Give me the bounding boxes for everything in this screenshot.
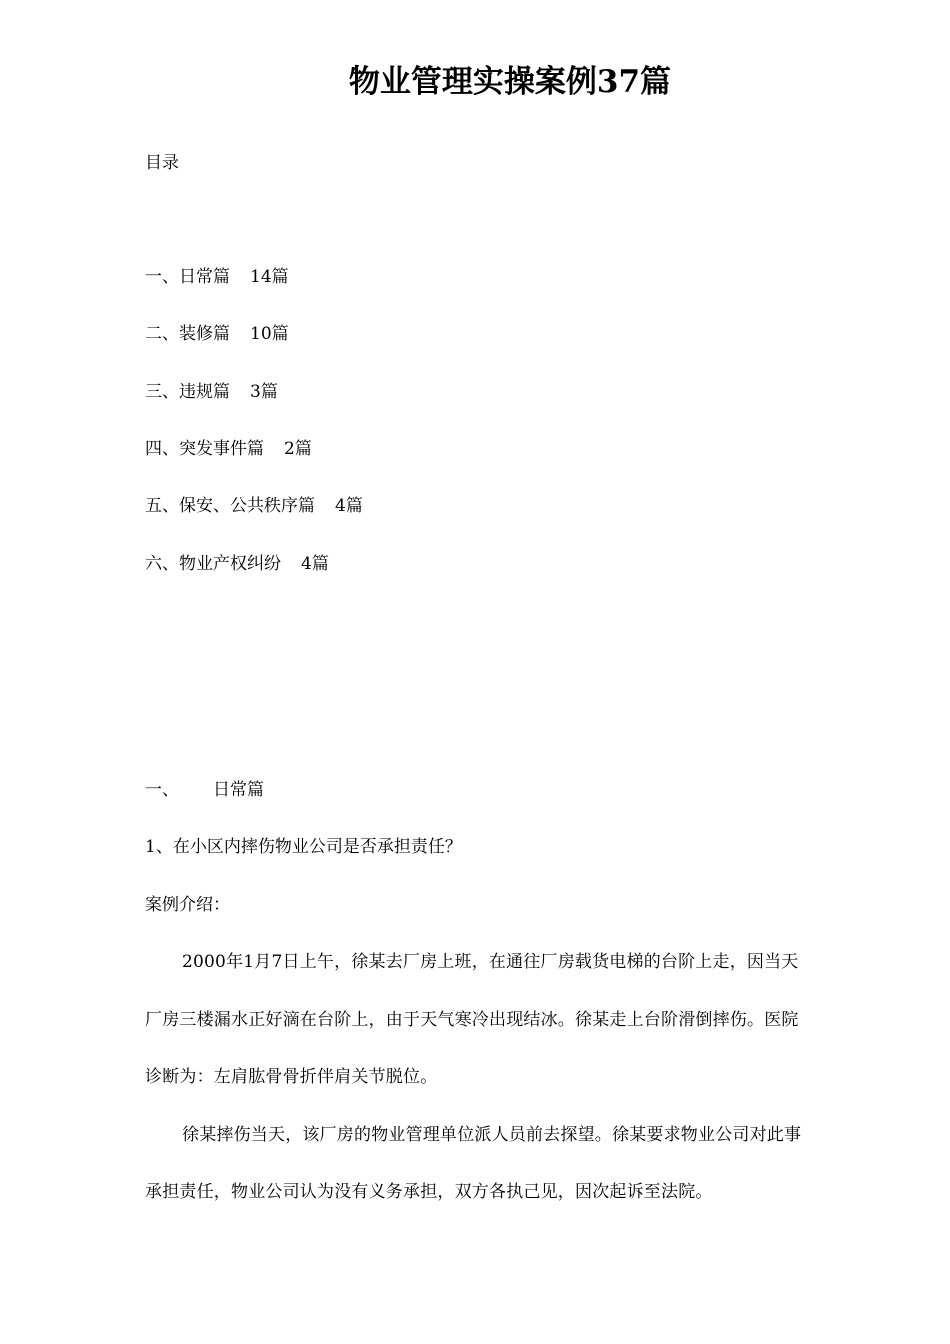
toc-item-count: 10篇: [250, 324, 289, 344]
toc-item: [145, 437, 312, 461]
toc-item: [145, 552, 329, 576]
paragraph-line: 2000年1月7日上午，徐某去厂房上班，在通往厂房载货电梯的台阶上走，因当天: [182, 952, 799, 972]
section-number: 一、: [145, 780, 179, 800]
toc-item-label: 一、日常篇: [145, 267, 230, 287]
paragraph-line: 诊断为：左肩肱骨骨折伴肩关节脱位。: [145, 1067, 438, 1087]
document-title: 物业管理实操案例37篇: [348, 64, 672, 100]
paragraph-line: 徐某摔伤当天，该厂房的物业管理单位派人员前去探望。徐某要求物业公司对此事: [182, 1125, 802, 1145]
section-title: 日常篇: [213, 780, 264, 800]
toc-item-count: 3篇: [250, 382, 278, 402]
toc-item-label: 三、违规篇: [145, 382, 230, 402]
case-intro-label: 案例介绍：: [145, 895, 230, 915]
toc-item: [145, 322, 289, 346]
toc-item-count: 4篇: [335, 496, 363, 516]
toc-item-label: 四、突发事件篇: [145, 439, 264, 459]
toc-item: [145, 494, 363, 518]
toc-item: [145, 380, 278, 404]
toc-item: [145, 265, 289, 289]
paragraph-line: 承担责任，物业公司认为没有义务承担，双方各执己见，因次起诉至法院。: [145, 1182, 713, 1202]
toc-item-count: 14篇: [250, 267, 289, 287]
toc-item-count: 4篇: [301, 554, 329, 574]
section-heading: [145, 778, 264, 802]
toc-item-label: 二、装修篇: [145, 324, 230, 344]
paragraph-line: 厂房三楼漏水正好滴在台阶上，由于天气寒冷出现结冰。徐某走上台阶滑倒摔伤。医院: [145, 1010, 799, 1030]
toc-item-count: 2篇: [284, 439, 312, 459]
case-question: 1、在小区内摔伤物业公司是否承担责任？: [145, 837, 462, 857]
toc-heading: 目录: [145, 153, 179, 173]
toc-item-label: 六、物业产权纠纷: [145, 554, 281, 574]
toc-item-label: 五、保安、公共秩序篇: [145, 496, 315, 516]
